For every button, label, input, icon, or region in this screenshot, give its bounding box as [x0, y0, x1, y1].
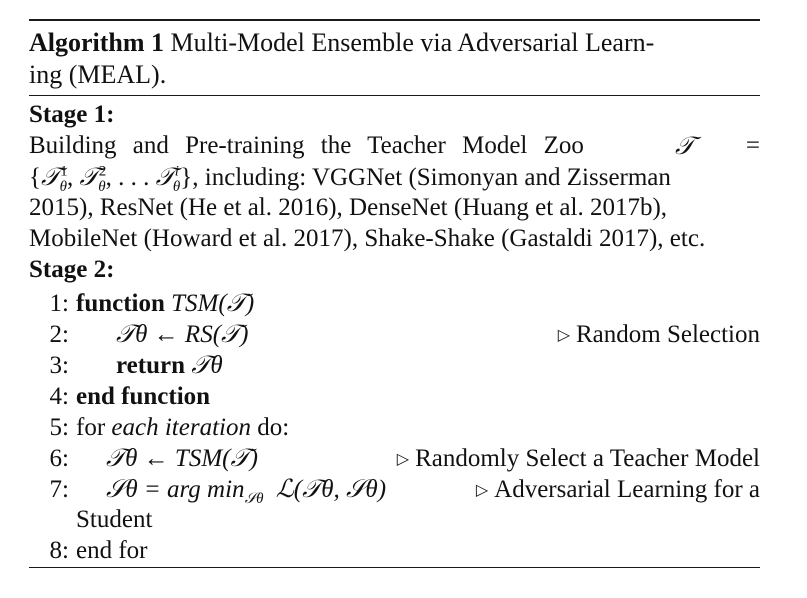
algo-line-1: [76, 291, 254, 316]
set-close: }: [180, 164, 193, 191]
teacher-sup-i: i: [174, 163, 179, 180]
return-keyword: return: [116, 352, 185, 379]
for-keyword: for: [76, 414, 106, 441]
do-keyword: do:: [257, 414, 290, 441]
line-number: 3:: [49, 352, 69, 379]
end-for-text: end for: [76, 537, 148, 564]
student-argmin: 𝒮θ = arg min: [106, 476, 245, 503]
algorithm-title-line2: ing (MEAL).: [29, 60, 167, 89]
algo-line-2-math: 𝒯θ ← RS(𝒯): [116, 321, 249, 348]
stage1-line1: [29, 133, 760, 158]
teacher-sub-2: θ: [98, 179, 106, 195]
argmin-subscript: 𝒮θ: [244, 491, 264, 507]
top-rule: [29, 19, 760, 21]
comment-continuation: Student: [76, 506, 153, 533]
algo-line-5: [76, 415, 289, 440]
line-number: 7:: [49, 476, 69, 503]
line-number: 4:: [49, 383, 69, 410]
teacher-elem-2: 𝒯: [79, 162, 99, 191]
algorithm-title-line1: Multi-Model Ensemble via Adversarial Learn-: [170, 28, 655, 57]
stage2-heading: Stage 2:: [29, 256, 115, 283]
line-number: 5:: [49, 414, 69, 441]
teacher-elem-1: 𝒯: [41, 162, 61, 191]
teacher-elem-i: 𝒯: [155, 162, 175, 191]
comment-text: Randomly Select a Teacher Model: [415, 445, 760, 472]
teacher-sub-i: θ: [172, 179, 181, 195]
stage1-heading: Stage 1:: [29, 101, 115, 128]
algorithm-caption: [29, 30, 654, 56]
algo-line-3: [116, 353, 223, 378]
teacher-sup-2: 2: [98, 163, 107, 180]
each-iteration-text: each iteration: [111, 414, 251, 441]
algo-line-7-math: [106, 476, 387, 507]
teacher-sup-1: 1: [60, 163, 68, 180]
stage1-line2-text: , including: VGGNet (Simonyan and Zisserman: [192, 164, 671, 191]
stage1-line2: {𝒯$^1_\theta$, 𝒯$^2_\theta$, . . . 𝒯$^i_\theta$}, including: VGGNet (Simonyan and Zisserman: [29, 162, 671, 195]
line-number: 2:: [49, 321, 69, 348]
comment-text: Random Selection: [576, 321, 760, 348]
comment-triangle-icon: ▷: [396, 451, 410, 468]
return-value: 𝒯θ: [191, 352, 223, 379]
bottom-rule: [29, 567, 760, 568]
algo-line-6-math: 𝒯θ ← TSM(𝒯): [106, 445, 258, 472]
teacher-sub-1: θ: [59, 179, 68, 195]
stage1-line4: MobileNet (Howard et al. 2017), Shake-Shake (Gastaldi 2017), etc.: [29, 225, 706, 252]
function-keyword: function: [76, 290, 165, 317]
end-function-keyword: end function: [76, 383, 211, 410]
comment-text: Adversarial Learning for a: [494, 476, 760, 503]
teacher-zoo-symbol: 𝒯: [675, 131, 695, 160]
caption-rule: [29, 95, 760, 96]
line-number: 1:: [49, 290, 69, 317]
comment-adversarial: [476, 477, 760, 502]
line-number: 6:: [49, 445, 69, 472]
equals-sign: =: [745, 132, 760, 159]
adversarial-loss: ℒ(𝒯θ, 𝒮θ): [275, 476, 387, 503]
tsm-signature: TSM(𝒯): [171, 290, 255, 317]
comment-select-teacher: [397, 446, 760, 471]
comment-random-selection: [558, 322, 760, 347]
comment-triangle-icon: ▷: [557, 327, 570, 344]
set-ellipsis: , . . .: [105, 164, 150, 191]
line-number: 8:: [49, 537, 69, 564]
stage1-line3: 2015), ResNet (He et al. 2016), DenseNet (Huang et al. 2017b),: [29, 194, 668, 221]
set-open: {: [29, 164, 41, 191]
stage1-line1-text: Building and Pre-training the Teacher Model Zoo: [29, 132, 584, 159]
algorithm-label: Algorithm 1: [29, 28, 165, 57]
comment-triangle-icon: ▷: [475, 482, 489, 499]
